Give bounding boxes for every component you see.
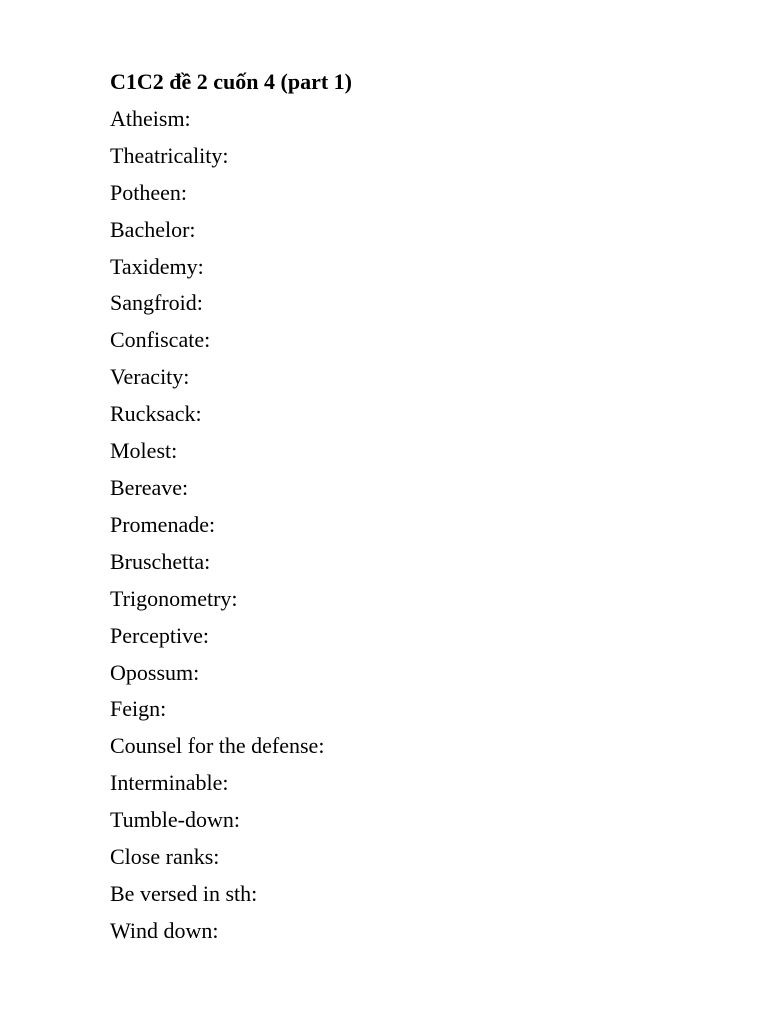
term-potheen: Potheen:	[110, 179, 187, 205]
term-promenade: Promenade:	[110, 511, 216, 537]
term-perceptive: Perceptive:	[110, 622, 209, 648]
term-bachelor: Bachelor:	[110, 216, 196, 242]
document-title: C1C2 đề 2 cuốn 4 (part 1)	[110, 69, 352, 94]
term-bereave: Bereave:	[110, 474, 189, 500]
term-sangfroid: Sangfroid:	[110, 290, 203, 316]
term-theatricality: Theatricality:	[110, 142, 229, 168]
term-close-ranks: Close ranks:	[110, 844, 220, 870]
term-rucksack: Rucksack:	[110, 401, 202, 427]
term-list	[110, 101, 710, 950]
term-be-versed-in-sth: Be versed in sth:	[110, 880, 258, 906]
term-counsel-for-the-defense: Counsel for the defense:	[110, 733, 325, 759]
term-feign: Feign:	[110, 696, 167, 722]
term-opossum: Opossum:	[110, 659, 200, 685]
term-trigonometry: Trigonometry:	[110, 585, 238, 611]
term-atheism: Atheism:	[110, 105, 191, 131]
term-taxidemy: Taxidemy:	[110, 253, 204, 279]
term-confiscate: Confiscate:	[110, 327, 211, 353]
term-tumble-down: Tumble-down:	[110, 807, 240, 833]
term-wind-down: Wind down:	[110, 917, 219, 943]
term-veracity: Veracity:	[110, 364, 190, 390]
term-interminable: Interminable:	[110, 770, 229, 796]
document-page	[110, 64, 710, 950]
term-bruschetta: Bruschetta:	[110, 548, 211, 574]
term-molest: Molest:	[110, 438, 178, 464]
